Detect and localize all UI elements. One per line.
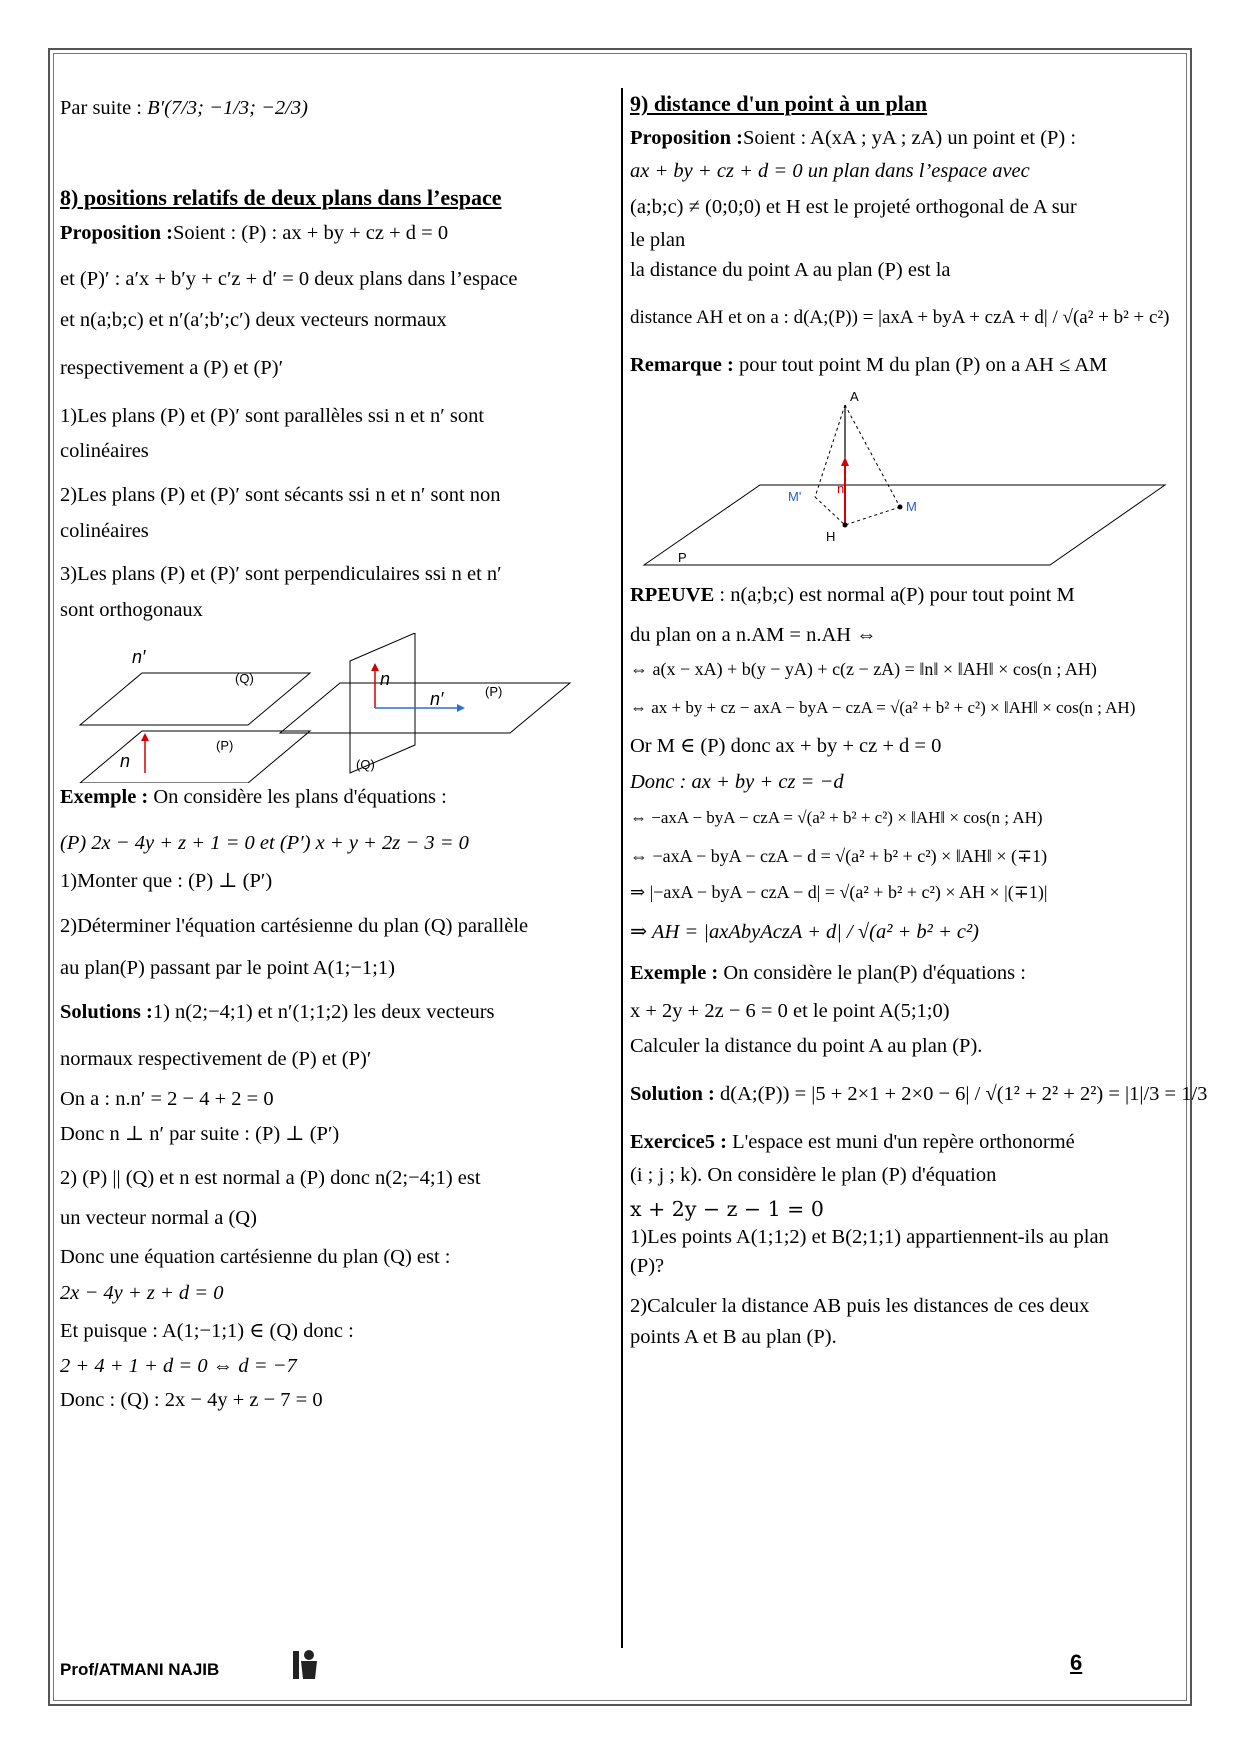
solution-2-e: Et puisque : A(1;−1;1) ∈ (Q) donc :	[60, 1319, 354, 1342]
proposition-8-line3: et n(a;b;c) et n′(a′;b′;c′) deux vecteurs normaux	[60, 309, 447, 332]
solution-1-d: Donc n ⊥ n′ par suite : (P) ⊥ (P′)	[60, 1123, 340, 1146]
solution-2-d: 2x − 4y + z + d = 0	[60, 1281, 224, 1304]
proposition-9-line4: le plan	[630, 229, 686, 252]
preuve-6: Donc : ax + by + cz = −d	[630, 770, 844, 793]
exemple-9-equation: x + 2y + 2z − 6 = 0 et le point A(5;1;0)	[630, 999, 950, 1022]
distance-figure	[630, 385, 1182, 575]
normal-n-arrowhead	[841, 457, 849, 466]
label-a: A	[850, 389, 859, 404]
exercice-5: Exercice5 : L'espace est muni d'un repère orthonormé	[630, 1130, 1075, 1153]
exercice-5-line7: points A et B au plan (P).	[630, 1326, 837, 1349]
label-n-right: n	[380, 669, 391, 690]
item-3-cont: sont orthogonaux	[60, 598, 203, 621]
exercice-5-line6: 2)Calculer la distance AB puis les distances de ces deux	[630, 1294, 1090, 1317]
proposition-8-line2: et (P)′ : a′x + b′y + c′z + d′ = 0 deux plans dans l’espace	[60, 267, 518, 290]
preuve-3: ⇔ a(x − xA) + b(y − yA) + c(z − zA) = ‖n‖ × ‖AH‖ × cos(n ; AH)	[630, 659, 1097, 680]
item-2-cont: colinéaires	[60, 519, 149, 542]
section-8-title: 8) positions relatifs de deux plans dans l’espace	[60, 184, 502, 210]
preuve-4: ⇔ ax + by + cz − axA − byA − czA = √(a² + b² + c²) × ‖AH‖ × cos(n ; AH)	[630, 697, 1136, 717]
proposition-9-line3: (a;b;c) ≠ (0;0;0) et H est le projeté orthogonal de A sur	[630, 195, 1077, 218]
point-h	[843, 523, 848, 528]
preuve-8: ⇔ −axA − byA − czA − d = √(a² + b² + c²) × ‖AH‖ × (∓1)	[630, 845, 1048, 866]
preuve-5: Or M ∈ (P) donc ax + by + cz + d = 0	[630, 735, 942, 757]
par-suite-line: Par suite : B′(7/3; −1/3; −2/3)	[60, 97, 308, 119]
proposition-9-line2: ax + by + cz + d = 0 un plan dans l’espace avec	[630, 160, 1030, 183]
footer-author: Prof/ATMANI NAJIB	[60, 1660, 220, 1679]
normal-vector-right-head	[457, 704, 465, 712]
label-n-prime-left: n′	[132, 647, 146, 668]
question-2-cont: au plan(P) passant par le point A(1;−1;1)	[60, 956, 395, 979]
left-column	[60, 90, 612, 1413]
section-9-title: 9) distance d'un point à un plan	[630, 91, 928, 116]
label-q-left: (Q)	[235, 671, 254, 687]
plane-p-parallel	[80, 731, 310, 783]
planes-figure	[60, 633, 612, 783]
label-p-right: (P)	[485, 684, 503, 700]
dashed-mh	[845, 507, 900, 525]
preuve-7: ⇔ −axA − byA − czA = √(a² + b² + c²) × ‖AH‖ × cos(n ; AH)	[630, 808, 1043, 828]
exercice-5-line4: 1)Les points A(1;1;2) et B(2;1;1) appartiennent-ils au plan	[630, 1225, 1109, 1248]
item-1-cont: colinéaires	[60, 440, 149, 463]
solution-2-a: 2) (P) || (Q) et n est normal a (P) donc n(2;−4;1) est	[60, 1167, 481, 1189]
question-2: 2)Déterminer l'équation cartésienne du plan (Q) parallèle	[60, 915, 529, 938]
label-m: M	[906, 499, 917, 514]
exemple-9: Exemple : On considère le plan(P) d'équations :	[630, 962, 1026, 985]
dashed-m1h	[815, 497, 845, 525]
question-1: 1)Monter que : (P) ⊥ (P′)	[60, 869, 273, 892]
exemple-9-question: Calculer la distance du point A au plan (P).	[630, 1035, 983, 1058]
solution-2-c: Donc une équation cartésienne du plan (Q) est :	[60, 1246, 451, 1269]
solution-2-g: Donc : (Q) : 2x − 4y + z − 7 = 0	[60, 1388, 323, 1411]
label-n: n	[837, 481, 845, 496]
right-column	[630, 90, 1208, 1351]
proposition-9-line5: la distance du point A au plan (P) est la	[630, 259, 951, 281]
label-n-left: n	[120, 751, 131, 772]
solution-1-b: normaux respectivement de (P) et (P)′	[60, 1048, 372, 1071]
item-1-parallel: 1)Les plans (P) et (P)′ sont parallèles ssi n et n′ sont	[60, 404, 485, 427]
exemple-8-equations: (P) 2x − 4y + z + 1 = 0 et (P′) x + y + 2z − 3 = 0	[60, 832, 469, 854]
exercice-5-line5: (P)?	[630, 1255, 665, 1278]
solutions-8: Solutions :1) n(2;−4;1) et n′(1;1;2) les deux vecteurs	[60, 1000, 495, 1023]
item-2-secant: 2)Les plans (P) et (P)′ sont sécants ssi n et n′ sont non	[60, 483, 501, 506]
plane-q-parallel	[80, 673, 310, 725]
preuve-10: ⇒ AH = |axAbyAczA + d| / √(a² + b² + c²)	[630, 920, 979, 943]
solution-2-f: 2 + 4 + 1 + d = 0 ⇔ d = −7	[60, 1355, 297, 1378]
proposition-8: Proposition :Soient : (P) : ax + by + cz + d = 0	[60, 222, 449, 245]
proposition-9: Proposition :Soient : A(xA ; yA ; zA) un point et (P) :	[630, 126, 1077, 149]
plane-q-perp	[350, 633, 415, 773]
solution-1-c: On a : n.n′ = 2 − 4 + 2 = 0	[60, 1087, 274, 1110]
normal-vector-up-head	[371, 663, 379, 671]
label-p: P	[678, 550, 687, 565]
exercice-5-line2: (i ; j ; k). On considère le plan (P) d'équation	[630, 1164, 997, 1187]
label-q-right: (Q)	[356, 757, 375, 773]
column-divider	[621, 88, 623, 1648]
preuve-9: ⇒ |−axA − byA − czA − d| = √(a² + b² + c²) × AH × |(∓1)|	[630, 882, 1048, 902]
dashed-am	[845, 405, 900, 507]
exemple-8: Exemple : On considère les plans d'équations :	[60, 786, 447, 809]
preuve-2: du plan on a n.AM = n.AH ⇔	[630, 623, 877, 646]
proposition-8-line4: respectivement a (P) et (P)′	[60, 357, 284, 379]
label-m-prime: M'	[788, 489, 802, 504]
label-n-prime-right: n′	[430, 689, 444, 710]
page-number: 6	[1070, 1650, 1083, 1675]
remarque: Remarque : pour tout point M du plan (P) on a AH ≤ AM	[630, 354, 1108, 377]
distance-formula: distance AH et on a : d(A;(P)) = |axA + byA + czA + d| / √(a² + b² + c²)	[630, 306, 1170, 328]
item-3-perpendicular: 3)Les plans (P) et (P)′ sont perpendiculaires ssi n et n′	[60, 563, 502, 586]
preuve: RPEUVE : n(a;b;c) est normal a(P) pour tout point M	[630, 584, 1075, 606]
solution-2-b: un vecteur normal a (Q)	[60, 1206, 257, 1229]
label-p-left: (P)	[216, 738, 234, 754]
normal-vector-arrowhead	[141, 733, 149, 741]
solution-9: Solution : d(A;(P)) = |5 + 2×1 + 2×0 − 6| / √(1² + 2² + 2²) = |1|/3 = 1/3	[630, 1083, 1208, 1105]
plane-p-distance	[644, 485, 1165, 565]
author-logo-icon	[285, 1645, 325, 1685]
point-m	[898, 505, 903, 510]
exercice-5-line3: x + 2y − z − 1 = 0	[630, 1196, 824, 1221]
label-h: H	[826, 529, 836, 544]
